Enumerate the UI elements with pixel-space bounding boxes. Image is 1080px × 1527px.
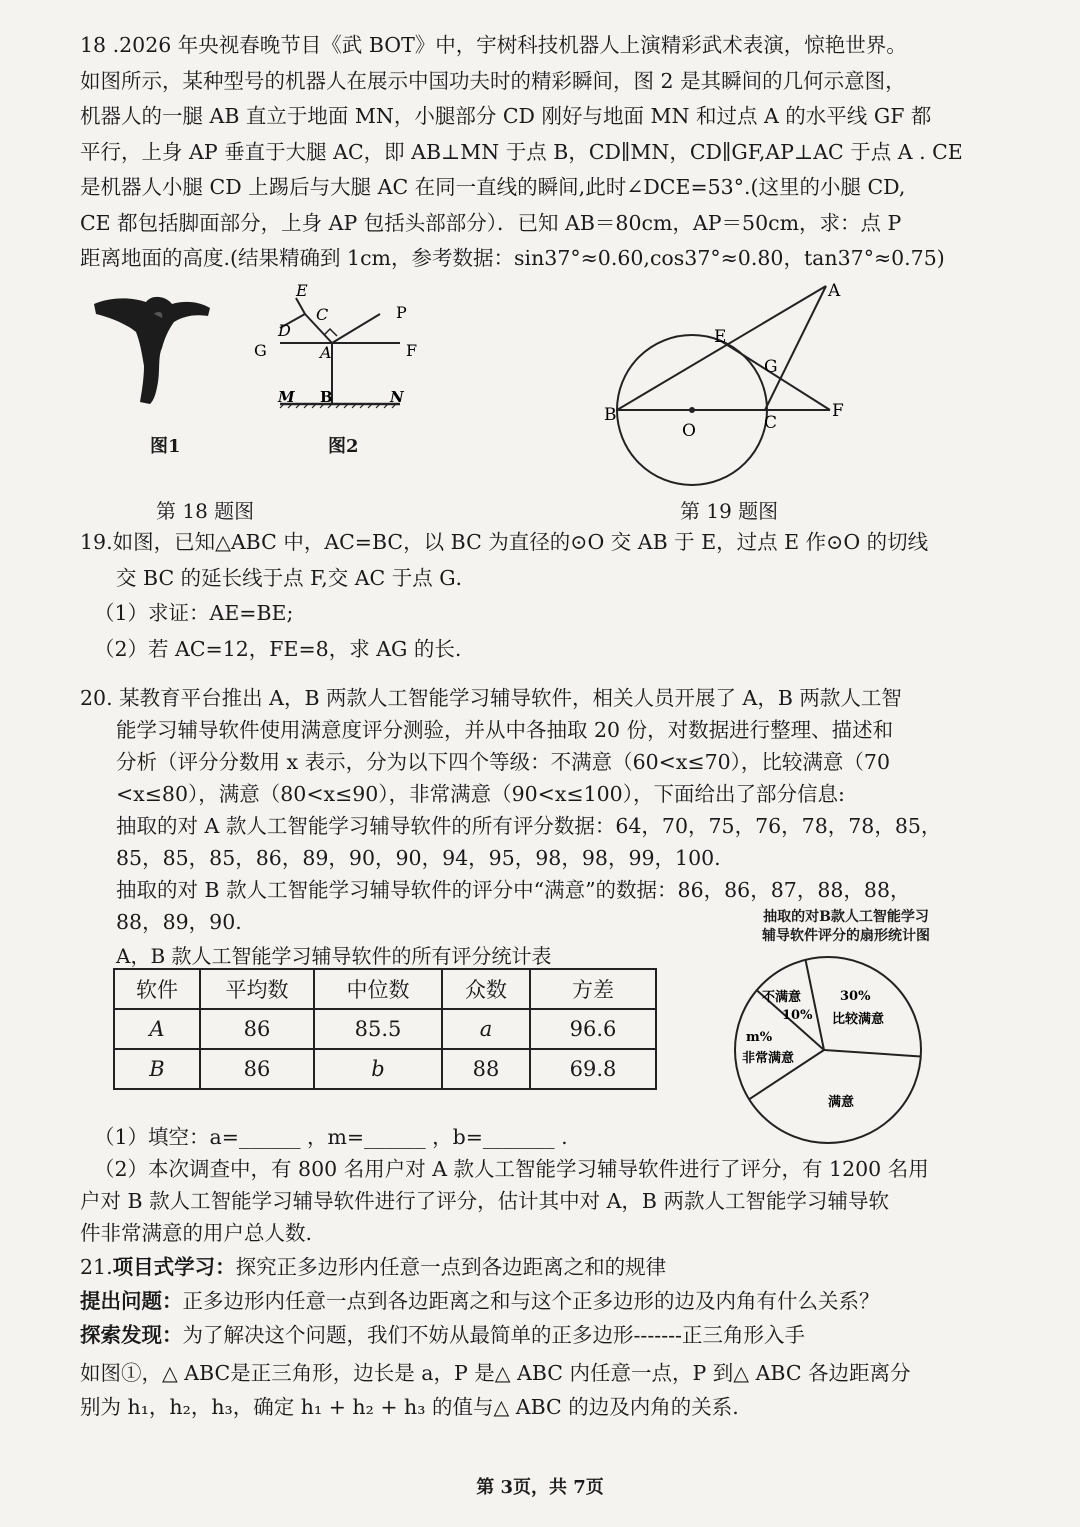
table-header: 众数 bbox=[442, 969, 530, 1009]
pie-value-very-satisfied: m% bbox=[746, 1030, 773, 1045]
q19-label-C: C bbox=[764, 413, 778, 433]
table-row bbox=[114, 1009, 656, 1049]
table-cell: 86 bbox=[200, 1009, 314, 1049]
q18-line: 如图所示，某种型号的机器人在展示中国功夫时的精彩瞬间，图 2 是其瞬间的几何示意图， bbox=[80, 68, 906, 93]
q21-question bbox=[80, 1284, 1000, 1318]
q19-text bbox=[80, 525, 1000, 667]
q18-figure-2-diagram bbox=[240, 280, 440, 420]
q18-figure-2-label: 图2 bbox=[328, 436, 359, 457]
q19-label-E: E bbox=[714, 327, 727, 347]
pie-slice-boundary-satisfied bbox=[824, 1050, 921, 1056]
q20-sub2-line: 件非常满意的用户总人数. bbox=[80, 1221, 313, 1245]
table-row bbox=[114, 1049, 656, 1089]
fig2-label-E: E bbox=[296, 281, 308, 300]
q18-line: 18 .2026 年央视春晚节目《武 BOT》中，宇树科技机器人上演精彩武术表演，惊艳世界。 bbox=[80, 33, 907, 57]
q21-question-label: 提出问题： bbox=[80, 1289, 183, 1313]
pie-value-fairly-satisfied: 30% bbox=[840, 989, 871, 1004]
table-cell: B bbox=[114, 1049, 200, 1089]
q21-explore-text: 为了解决这个问题，我们不妨从最简单的正多边形-------正三角形入手 bbox=[182, 1323, 805, 1347]
pie-label-very-satisfied: 非常满意 bbox=[742, 1051, 795, 1066]
pie-label-unsatisfied: 不满意 bbox=[762, 990, 802, 1005]
fig2-label-N: N bbox=[390, 388, 404, 406]
page-footer: 第 3页，共 7页 bbox=[476, 1477, 604, 1498]
q18-figure-1-robot-image bbox=[88, 290, 218, 410]
fig2-label-P: P bbox=[396, 303, 407, 322]
fig2-label-G: G bbox=[254, 341, 267, 360]
q20-text bbox=[80, 682, 1000, 938]
q20-line: <x≤80），满意（80<x≤90），非常满意（90<x≤100），下面给出了部分信息: bbox=[116, 782, 845, 806]
q19-figure-diagram bbox=[600, 276, 860, 486]
q20-line: 88，89，90. bbox=[116, 910, 242, 934]
q21-title-rest: 探究正多边形内任意一点到各边距离之和的规律 bbox=[235, 1255, 667, 1279]
q18-line: CE 都包括脚面部分，上身 AP 包括头部部分）．已知 AB＝80cm，AP＝50cm，求：点 P bbox=[80, 210, 902, 235]
q18-line: 距离地面的高度.(结果精确到 1cm，参考数据：sin37°≈0.60,cos37°≈0.80，tan37°≈0.75) bbox=[80, 246, 945, 270]
q21-question-text: 正多边形内任意一点到各边距离之和与这个正多边形的边及内角有什么关系？ bbox=[182, 1289, 880, 1313]
pie-title-line: 抽取的对B款人工智能学习 bbox=[763, 909, 929, 925]
q20-line: 分析（评分分数用 x 表示，分为以下四个等级：不满意（60<x≤70），比较满意（70 bbox=[116, 750, 891, 774]
q21-line: 如图①，△ ABC是正三角形，边长是 a，P 是△ ABC 内任意一点，P 到△ ABC 各边距离分 bbox=[80, 1361, 911, 1385]
q21-line: 别为 h₁，h₂，h₃，确定 h₁ + h₂ + h₃ 的值与△ ABC 的边及内角的关系. bbox=[80, 1395, 739, 1419]
pie-chart-title bbox=[736, 908, 956, 946]
q20-line: 抽取的对 B 款人工智能学习辅导软件的评分中“满意”的数据：86，86，87，88，88， bbox=[116, 878, 911, 902]
table-cell: 85.5 bbox=[314, 1009, 442, 1049]
q19-line: 19.如图，已知△ABC 中，AC=BC，以 BC 为直径的⊙O 交 AB 于 E，过点 E 作⊙O 的切线 bbox=[80, 530, 929, 554]
q19-label-O: O bbox=[682, 421, 696, 441]
table-cell: a bbox=[442, 1009, 530, 1049]
table-cell: 86 bbox=[200, 1049, 314, 1089]
q19-line: 交 BC 的延长线于点 F,交 AC 于点 G． bbox=[116, 565, 477, 590]
q20-sub2-line: 户对 B 款人工智能学习辅导软件进行了评分，估计其中对 A，B 两款人工智能学习辅导软 bbox=[80, 1189, 889, 1213]
pie-label-satisfied: 满意 bbox=[828, 1095, 855, 1110]
table-cell: 96.6 bbox=[530, 1009, 656, 1049]
pie-title-line: 辅导软件评分的扇形统计图 bbox=[762, 928, 930, 944]
q18-figure-1-label: 图1 bbox=[150, 436, 181, 457]
q21-explore-label: 探索发现： bbox=[80, 1323, 183, 1347]
q18-line: 平行，上身 AP 垂直于大腿 AC，即 AB⊥MN 于点 B，CD∥MN，CD∥GF,AP⊥AC 于点 A . CE bbox=[80, 139, 963, 164]
fig2-label-C: C bbox=[316, 305, 329, 324]
fig2-label-D: D bbox=[278, 321, 291, 340]
q19-subquestion: （1）求证：AE=BE; bbox=[94, 601, 294, 625]
q20-sub1: （1）填空：a=______ ，m=______ ，b=_______ . bbox=[94, 1125, 568, 1149]
table-header: 中位数 bbox=[314, 969, 442, 1009]
fig2-label-B: B bbox=[320, 388, 333, 406]
table-header: 软件 bbox=[114, 969, 200, 1009]
table-header-row bbox=[114, 969, 656, 1009]
q20-pie-chart bbox=[728, 950, 928, 1150]
q19-label-G: G bbox=[764, 357, 778, 377]
q19-subquestion: （2）若 AC=12，FE=8，求 AG 的长. bbox=[94, 636, 462, 661]
q20-sub2-line: （2）本次调查中，有 800 名用户对 A 款人工智能学习辅导软件进行了评分，有 1200 名用 bbox=[94, 1157, 929, 1181]
table-cell: 69.8 bbox=[530, 1049, 656, 1089]
q21-text bbox=[80, 1250, 1000, 1424]
q18-text bbox=[80, 28, 1000, 277]
fig2-label-A: A bbox=[320, 343, 332, 362]
fig2-label-F: F bbox=[406, 341, 418, 360]
q19-label-B: B bbox=[604, 405, 617, 425]
q20-line: 20. 某教育平台推出 A，B 两款人工智能学习辅导软件，相关人员开展了 A，B 两款人工智 bbox=[80, 686, 902, 710]
q18-line: 机器人的一腿 AB 直立于地面 MN，小腿部分 CD 刚好与地面 MN 和过点 A 的水平线 GF 都 bbox=[80, 104, 932, 128]
q21-title-bold: 项目式学习： bbox=[112, 1255, 236, 1279]
table-cell: A bbox=[114, 1009, 200, 1049]
q18-line: 是机器人小腿 CD 上踢后与大腿 AC 在同一直线的瞬间,此时∠DCE=53°.(这里的小腿 CD, bbox=[80, 175, 906, 199]
q20-subquestions bbox=[80, 1121, 1000, 1249]
q19-label-F: F bbox=[832, 401, 844, 421]
q18-figure-caption: 第 18 题图 bbox=[156, 499, 255, 523]
q21-number: 21. bbox=[80, 1255, 113, 1279]
q21-title bbox=[80, 1250, 1000, 1284]
q20-table-title: A，B 款人工智能学习辅导软件的所有评分统计表 bbox=[116, 944, 552, 968]
pie-label-fairly-satisfied: 比较满意 bbox=[832, 1012, 885, 1027]
table-cell: b bbox=[314, 1049, 442, 1089]
pie-value-unsatisfied: 10% bbox=[782, 1008, 813, 1023]
table-header: 方差 bbox=[530, 969, 656, 1009]
q20-line: 能学习辅导软件使用满意度评分测验，并从中各抽取 20 份，对数据进行整理、描述和 bbox=[116, 718, 894, 742]
q20-stat-table bbox=[113, 968, 657, 1090]
q20-line: 85，85，85，86，89，90，90，94，95，98，98，99，100. bbox=[116, 846, 721, 870]
table-cell: 88 bbox=[442, 1049, 530, 1089]
q19-figure-caption: 第 19 题图 bbox=[680, 499, 779, 523]
q19-label-A: A bbox=[828, 281, 841, 301]
fig2-label-M: M bbox=[278, 388, 295, 406]
table-header: 平均数 bbox=[200, 969, 314, 1009]
q21-explore bbox=[80, 1318, 1000, 1352]
q20-line: 抽取的对 A 款人工智能学习辅导软件的所有评分数据：64，70，75，76，78，78，85， bbox=[116, 814, 942, 838]
